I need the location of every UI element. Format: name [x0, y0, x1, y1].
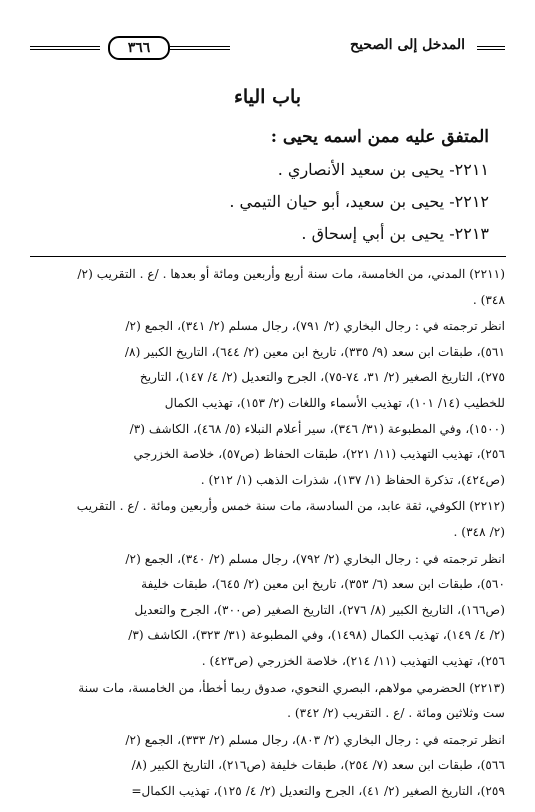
- entry-item: ٢٢١٣- يحيى بن أبي إسحاق .: [301, 224, 489, 243]
- footnote-line: (ص٤٢٤)، تذكرة الحفاظ (١/ ١٣٧)، شذرات الذهب (١/ ٢١٢) .: [200, 472, 505, 487]
- footnote-paragraph: [29, 547, 505, 675]
- footnote-paragraph: [29, 494, 505, 545]
- footnote-separator: [30, 256, 506, 257]
- footnote-paragraph: [29, 728, 505, 805]
- entry-item: ٢٢١١- يحيى بن سعيد الأنصاري .: [277, 160, 489, 179]
- header-rule-middle: [170, 46, 230, 47]
- running-title: المدخل إلى الصحيح: [349, 37, 465, 53]
- page-number: ٣٦٦: [108, 36, 170, 60]
- entry-list-heading: المتفق عليه ممن اسمه يحيى :: [270, 127, 489, 147]
- footnote-line: (٢٢١٢) الكوفي، ثقة عابد، من السادسة، مات سنة خمس وأربعين ومائة . /ع . التقريب: [76, 499, 505, 514]
- footnote-line: للخطيب (١٤/ ١٠١)، تهذيب الأسماء واللغات (٢/ ١٥٣)، تهذيب الكمال: [164, 395, 505, 410]
- header-rule-left: [30, 46, 100, 47]
- entry-item: ٢٢١٢- يحيى بن سعيد، أبو حيان التيمي .: [229, 192, 489, 211]
- footnote-line: ٥٦٦)، طبقات ابن سعد (٧/ ٢٥٤)، طبقات خليفة (ص٢١٦)، التاريخ الكبير (٨/: [131, 758, 505, 773]
- header-rule-right: [477, 46, 505, 47]
- footnote-line: ٥٦٠)، طبقات ابن سعد (٦/ ٣٥٣)، تاريخ ابن معين (٢/ ٦٤٥)، طبقات خليفة: [141, 577, 505, 592]
- footnote-line: ٢٥٦)، تهذيب التهذيب (١١/ ٢٢١)، طبقات الحفاظ (ص٥٧)، خلاصة الخزرجي: [133, 447, 505, 462]
- footnote-line: ٢٧٥)، التاريخ الصغير (٢/ ٣١، ٧٤-٧٥)، الجرح والتعديل (٢/ ٤/ ١٤٧)، التاريخ: [139, 370, 505, 385]
- footnote-line: (٢/ ٣٤٨) .: [453, 524, 505, 539]
- footnote-line: ٥٦١)، طبقات ابن سعد (٩/ ٣٣٥)، تاريخ ابن معين (٢/ ٦٤٤)، التاريخ الكبير (٨/: [124, 344, 505, 359]
- running-header: [30, 36, 505, 60]
- footnote-paragraph: [29, 676, 505, 727]
- chapter-title: باب الياء: [233, 86, 302, 108]
- footnote-line: انظر ترجمته في : رجال البخاري (٢/ ٧٩٢)، رجال مسلم (٢/ ٣٤٠)، الجمع (٢/: [125, 551, 505, 566]
- footnote-line: انظر ترجمته في : رجال البخاري (٢/ ٨٠٣)، رجال مسلم (٢/ ٣٣٣)، الجمع (٢/: [125, 732, 505, 747]
- footnote-line: (٢/ ٤/ ١٤٩)، تهذيب الكمال (١٤٩٨)، وفي المطبوعة (٣١/ ٣٢٣)، الكاشف (٣/: [128, 628, 505, 643]
- footnote-line: ست وثلاثين ومائة . /ع . التقريب (٢/ ٣٤٢) .: [287, 706, 505, 721]
- footnote-line: ٢٥٦)، تهذيب التهذيب (١١/ ٢١٤)، خلاصة الخزرجي (ص٤٢٣) .: [201, 653, 505, 668]
- footnote-line: (٢٢١٣) الحضرمي مولاهم، البصري النحوي، صدوق ربما أخطأ، من الخامسة، مات سنة: [78, 680, 505, 695]
- footnote-paragraph: [29, 314, 505, 493]
- footnote-line: (٢٢١١) المدني، من الخامسة، مات سنة أربع وأربعين ومائة أو بعدها . /ع . التقريب (٢/: [77, 267, 505, 281]
- footnote-line: (١٥٠٠)، وفي المطبوعة (٣١/ ٣٤٦)، سير أعلام النبلاء (٥/ ٤٦٨)، الكاشف (٣/: [129, 421, 505, 436]
- footnote-line: ٣٤٨) .: [472, 292, 505, 307]
- footnote-line: ٢٥٩)، التاريخ الصغير (٢/ ٤١)، الجرح والتعديل (٢/ ٤/ ١٢٥)، تهذيب الكمال=: [131, 783, 505, 798]
- footnote-line: انظر ترجمته في : رجال البخاري (٢/ ٧٩١)، رجال مسلم (٢/ ٣٤١)، الجمع (٢/: [125, 319, 505, 334]
- footnote-paragraph: [29, 262, 505, 313]
- entry-list: [49, 120, 489, 250]
- footnote-line: (ص١٦٦)، التاريخ الكبير (٨/ ٢٧٦)، التاريخ الصغير (ص٣٠٠)، الجرح والتعديل: [134, 602, 505, 617]
- footnotes: [29, 262, 505, 805]
